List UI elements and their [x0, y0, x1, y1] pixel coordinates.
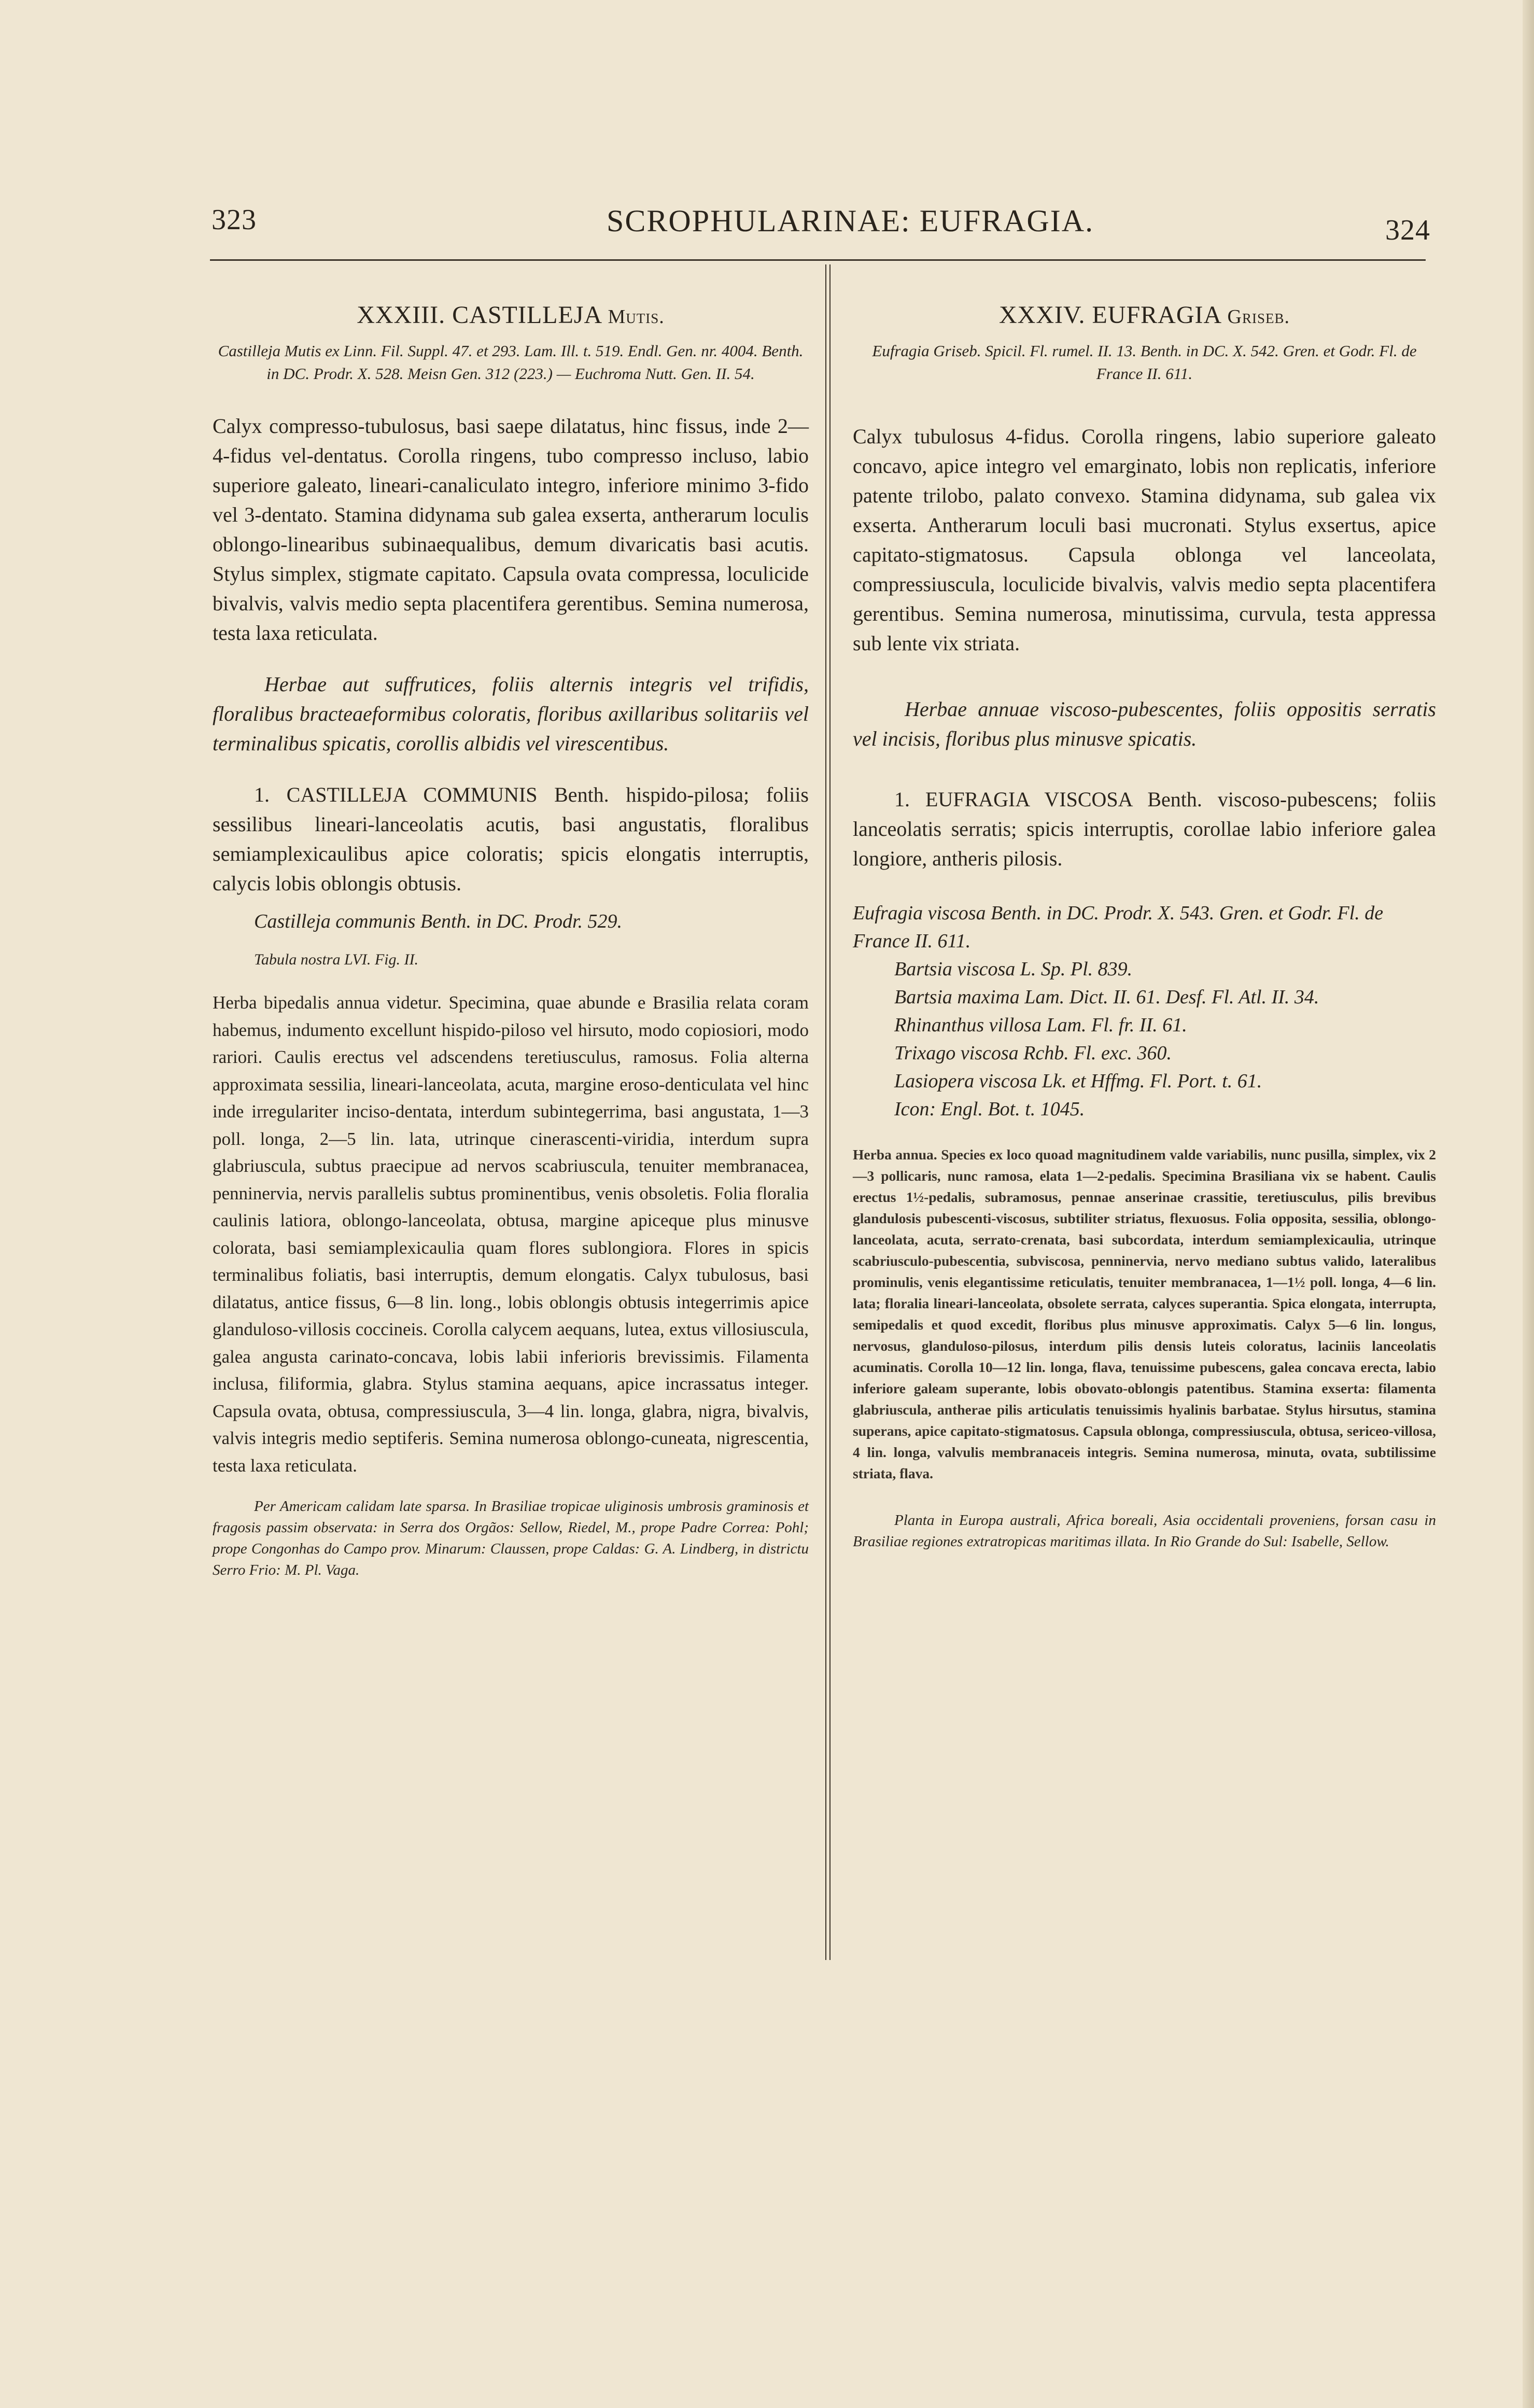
species-distribution: Per Americam calidam late sparsa. In Brasiliae tropicae uliginosis umbrosis graminosis et fragosis passim observata: in Serra dos Orgãos: Sellow, Riedel, M., prope Padre Correa: Pohl; prope Congonhas do Campo prov. Minarum: Claussen, prope Caldas: G. A. Lindberg, in districtu Serro Frio: M. Pl. Vaga.: [213, 1498, 809, 1578]
synonym-line: Icon: Engl. Bot. t. 1045.: [894, 1098, 1085, 1120]
genus-diagnosis: Herbae annuae viscoso-pubescentes, foliis oppositis serratis vel incisis, floribus plus minusve spicatis.: [853, 697, 1436, 750]
genus-number: XXXIV.: [999, 301, 1086, 329]
page-number-right: 324: [1385, 214, 1430, 246]
running-title: SCROPHULARINAE: EUFRAGIA.: [607, 204, 1094, 238]
column-divider-2: [829, 264, 831, 1960]
species-reference: Castilleja communis Benth. in DC. Prodr. 529.: [254, 911, 623, 932]
plate-reference: Tabula nostra LVI. Fig. II.: [254, 951, 418, 968]
genus-title-eufragia: [853, 301, 1436, 329]
right-column: [853, 290, 1436, 1552]
synonym-line: Lasiopera viscosa Lk. et Hffmg. Fl. Port. t. 61.: [894, 1070, 1262, 1092]
genus-synonymy: Castilleja Mutis ex Linn. Fil. Suppl. 47. et 293. Lam. Ill. t. 519. Endl. Gen. nr. 4004. Benth. in DC. Prodr. X. 528. Meisn Gen. 312 (223.) — Euchroma Nutt. Gen. II. 54.: [218, 342, 804, 383]
page-edge: [1523, 0, 1534, 2408]
genus-name: EUFRAGIA: [1092, 301, 1221, 329]
species-distribution: Planta in Europa australi, Africa boreali, Asia occidentali proveniens, forsan casu in Brasiliae regiones extratropicas maritimas illata. In Rio Grande do Sul: Isabelle, Sellow.: [853, 1512, 1436, 1550]
species-description: Herba annua. Species ex loco quoad magnitudinem valde variabilis, nunc pusilla, simplex, vix 2—3 pollicaris, nunc ramosa, elata 1—2-pedalis. Specimina Brasiliana vix se habent. Caulis erectus 1½-pedalis, subramosus, pennae anserinae crassitie, teretiusculus, pilis brevibus glandulosis pubescenti-viscosus, subtiliter striatus, flexuosus. Folia opposita, sessilia, oblongo-lanceolata, acuta, serrato-crenata, basi subcordata, interdum semiamplexicaulia, utrinque scabriusculo-pubescentia, subviscosa, penninervia, nervo mediano subtus valido, lateralibus prominulis, venis elegantissime reticulatis, tenuiter membranacea, 1—1½ poll. longa, 4—6 lin. lata; floralia lineari-lanceolata, obsolete serrata, calyces superantia. Spica elongata, interrupta, semipedalis et quod excedit, floribus plus minusve approximatis. Calyx 5—6 lin. longus, nervosus, glanduloso-pilosus, interdum pilis densis luteis coloratus, laciniis lanceolatis acuminatis. Corolla 10—12 lin. longa, flava, tenuissime pubescens, galea concava erecta, labio inferiore galeam superante, lobis obovato-oblongis patentibus. Stamina exserta: filamenta glabriuscula, antherae pilis articulatis tenuissimis hyalinis barbatae. Stylus hirsutus, stamina superans, apice capitato-stigmatosus. Capsula oblonga, compressiuscula, obtusa, sericeo-villosa, 4 lin. longa, valvulis membranaceis integris. Semina numerosa, minuta, ovata, subtilissime striata, flava.: [853, 1146, 1436, 1481]
synonym-line: Eufragia viscosa Benth. in DC. Prodr. X. 543. Gren. et Godr. Fl. de France II. 611.: [853, 902, 1384, 952]
genus-character: Calyx tubulosus 4-fidus. Corolla ringens, labio superiore galeato concavo, apice integro vel emarginato, lobis non replicatis, inferiore patente trilobo, palato convexo. Stamina didynama, sub galea vix exserta. Antherarum loculi basi mucronati. Stylus exsertus, apice capitato-stigmatosus. Capsula oblonga vel lanceolata, compressiuscula, loculicide bivalvis, valvis medio septa placentifera gerentibus. Semina numerosa, minutissima, curvula, testa appressa sub lente vix striata.: [853, 425, 1436, 655]
genus-author: Griseb.: [1227, 306, 1290, 328]
synonym-line: Rhinanthus villosa Lam. Fl. fr. II. 61.: [894, 1014, 1187, 1036]
synonym-line: Trixago viscosa Rchb. Fl. exc. 360.: [894, 1042, 1172, 1064]
species-diagnosis: 1. CASTILLEJA COMMUNIS Benth. hispido-pilosa; foliis sessilibus lineari-lanceolatis acutis, basi angustatis, floralibus semiamplexicaulibus apice coloratis; spicis elongatis interruptis, calycis lobis oblongis obtusis.: [213, 783, 809, 895]
genus-number: XXXIII.: [357, 301, 446, 329]
species-diagnosis: 1. EUFRAGIA VISCOSA Benth. viscoso-pubescens; foliis lanceolatis serratis; spicis interruptis, corollae labio inferiore galea longiore, antheris pilosis.: [853, 788, 1436, 870]
header-rule: [210, 259, 1426, 261]
genus-title-castilleja: [213, 301, 809, 329]
genus-synonymy: Eufragia Griseb. Spicil. Fl. rumel. II. 13. Benth. in DC. X. 542. Gren. et Godr. Fl. de France II. 611.: [872, 342, 1417, 383]
genus-name: CASTILLEJA: [452, 301, 601, 329]
left-column: [213, 290, 809, 1581]
genus-character: Calyx compresso-tubulosus, basi saepe dilatatus, hinc fissus, inde 2—4-fidus vel-dentatus. Corolla ringens, tubo compresso incluso, labio superiore galeato, lineari-canaliculato integro, inferiore minimo 3-fido vel 3-dentato. Stamina didynama sub galea exserta, antherarum loculis oblongo-linearibus subinaequalibus, demum divaricatis basi acutis. Stylus simplex, stigmate capitato. Capsula ovata compressa, loculicide bivalvis, valvis medio septa placentifera gerentibus. Semina numerosa, testa laxa reticulata.: [213, 414, 809, 645]
synonym-line: Bartsia viscosa L. Sp. Pl. 839.: [894, 958, 1133, 980]
species-synonym-list: [853, 899, 1436, 1123]
synonym-line: Bartsia maxima Lam. Dict. II. 61. Desf. Fl. Atl. II. 34.: [894, 986, 1319, 1008]
genus-author: Mutis.: [608, 306, 665, 328]
page-number-left: 323: [212, 204, 257, 236]
column-divider: [825, 264, 826, 1960]
genus-diagnosis: Herbae aut suffrutices, foliis alternis integris vel trifidis, floralibus bracteaeformibus coloratis, floribus axillaribus solitariis vel terminalibus spicatis, corollis albidis vel virescentibus.: [213, 673, 809, 755]
species-description: Herba bipedalis annua videtur. Specimina, quae abunde e Brasilia relata coram habemus, indumento excellunt hispido-piloso vel hirsuto, modo copiosiori, modo rariori. Caulis erectus vel adscendens teretiusculus, ramosus. Folia alterna approximata sessilia, lineari-lanceolata, acuta, margine eroso-denticulata vel hinc inde irregulariter inciso-dentata, interdum subintegerrima, basi angustata, 1—3 poll. longa, 2—5 lin. lata, utrinque cinerascenti-viridia, interdum supra glabriuscula, subtus praecipue ad nervos scabriuscula, tenuiter membranacea, penninervia, nervis parallelis subtus prominentibus, venis obsoletis. Folia floralia caulinis latiora, oblongo-lanceolata, obtusa, margine apiceque plus minusve colorata, basi semiamplexicaulia quam flores sublongiora. Flores in spicis terminalibus foliatis, basi interruptis, demum elongatis. Calyx tubulosus, basi dilatatus, antice fissus, 6—8 lin. long., lobis oblongis obtusis integerrimis apice glanduloso-villosis coccineis. Corolla calycem aequans, lutea, extus villosiuscula, galea angusta carinato-concava, lobis labii inferioris brevissimis. Filamenta inclusa, filiformia, glabra. Stylus stamina aequans, apice incrassatus integer. Capsula ovata, obtusa, compressiuscula, 3—4 lin. longa, glabra, nigra, bivalvis, valvis integris medio septiferis. Semina numerosa oblongo-cuneata, nigrescentia, testa laxa reticulata.: [213, 992, 809, 1476]
